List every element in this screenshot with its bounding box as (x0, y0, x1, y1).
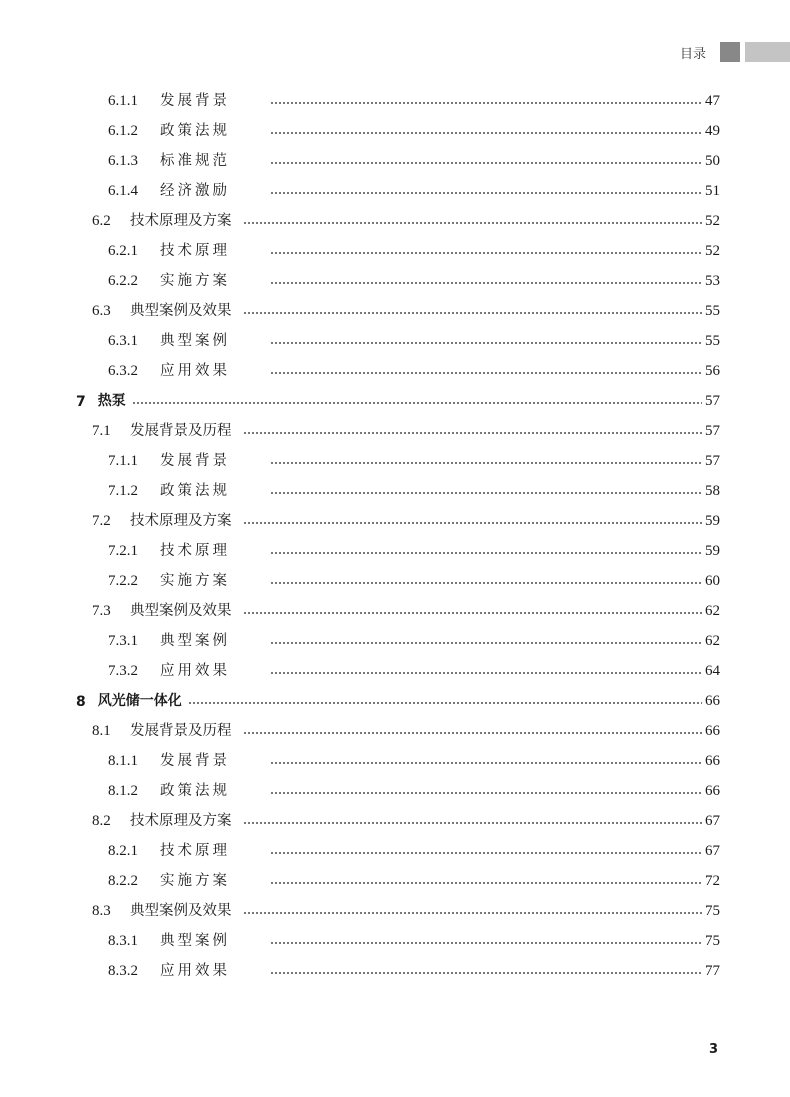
toc-subsection[interactable] (108, 178, 720, 200)
toc-page: 56 (705, 363, 720, 379)
toc-title: 发展背景 (160, 93, 230, 109)
toc-title: 风光储一体化 (97, 693, 182, 709)
toc-number: 7 (76, 394, 86, 410)
toc-number: 7.1.2 (108, 483, 138, 499)
page-number: 3 (709, 1042, 719, 1057)
toc-page: 55 (705, 333, 720, 349)
toc-number: 6.2.2 (108, 273, 138, 289)
toc-title: 应用效果 (160, 963, 230, 979)
toc-number: 7.3.2 (108, 663, 138, 679)
toc-title: 政策法规 (160, 783, 230, 799)
toc-subsection[interactable] (108, 628, 720, 650)
toc-title: 发展背景及历程 (130, 723, 232, 739)
toc-chapter[interactable] (76, 688, 720, 710)
toc-number: 6.1.4 (108, 183, 138, 199)
toc-title: 应用效果 (160, 663, 230, 679)
toc-number: 8.3.2 (108, 963, 138, 979)
toc-title: 技术原理 (160, 843, 230, 859)
dot-leader (270, 341, 702, 345)
toc-page: 62 (705, 603, 720, 619)
dot-leader (243, 521, 702, 525)
toc-title: 技术原理及方案 (130, 813, 232, 829)
toc-subsection[interactable] (108, 358, 720, 380)
dot-leader (188, 701, 702, 705)
toc-number: 8.2 (92, 813, 111, 829)
toc-page: 57 (705, 393, 720, 409)
dot-leader (270, 791, 702, 795)
toc-section[interactable] (92, 898, 720, 920)
dot-leader (243, 611, 702, 615)
toc-section[interactable] (92, 598, 720, 620)
dot-leader (270, 641, 702, 645)
toc-page: 47 (705, 93, 720, 109)
dot-leader (270, 851, 702, 855)
toc-number: 8.3.1 (108, 933, 138, 949)
dot-leader (270, 971, 702, 975)
toc-number: 7.1 (92, 423, 111, 439)
toc-subsection[interactable] (108, 448, 720, 470)
toc-page: 67 (705, 813, 720, 829)
toc-page: 67 (705, 843, 720, 859)
dot-leader (243, 821, 702, 825)
toc-title: 典型案例 (160, 633, 230, 649)
toc-title: 技术原理及方案 (130, 213, 232, 229)
toc-subsection[interactable] (108, 268, 720, 290)
toc-page: 72 (705, 873, 720, 889)
toc-subsection[interactable] (108, 328, 720, 350)
toc-subsection[interactable] (108, 238, 720, 260)
dot-leader (270, 761, 702, 765)
dot-leader (270, 581, 702, 585)
toc-title: 经济激励 (160, 183, 230, 199)
dot-leader (270, 551, 702, 555)
toc-title: 实施方案 (160, 273, 230, 289)
dot-leader (270, 491, 702, 495)
toc-number: 6.3.1 (108, 333, 138, 349)
toc-title: 典型案例 (160, 933, 230, 949)
toc-subsection[interactable] (108, 928, 720, 950)
toc-page: 53 (705, 273, 720, 289)
dot-leader (270, 941, 702, 945)
toc-page: 77 (705, 963, 720, 979)
toc-page: 59 (705, 543, 720, 559)
toc-title: 技术原理及方案 (130, 513, 232, 529)
running-header-title: 目录 (680, 47, 707, 62)
dot-leader (243, 431, 702, 435)
toc-page: 49 (705, 123, 720, 139)
toc-title: 典型案例及效果 (130, 903, 232, 919)
toc-page: 52 (705, 213, 720, 229)
header-light-block (745, 42, 790, 62)
toc-subsection[interactable] (108, 478, 720, 500)
dot-leader (243, 311, 702, 315)
dot-leader (270, 101, 702, 105)
toc-title: 实施方案 (160, 873, 230, 889)
toc-number: 6.2.1 (108, 243, 138, 259)
toc-section[interactable] (92, 298, 720, 320)
toc-subsection[interactable] (108, 538, 720, 560)
toc-section[interactable] (92, 418, 720, 440)
toc-number: 8.2.2 (108, 873, 138, 889)
dot-leader (270, 371, 702, 375)
toc-page: 75 (705, 903, 720, 919)
toc-page: 50 (705, 153, 720, 169)
toc-section[interactable] (92, 718, 720, 740)
toc-subsection[interactable] (108, 88, 720, 110)
toc-number: 8.2.1 (108, 843, 138, 859)
toc-subsection[interactable] (108, 118, 720, 140)
toc-title: 发展背景 (160, 753, 230, 769)
toc-number: 7.1.1 (108, 453, 138, 469)
toc-title: 典型案例 (160, 333, 230, 349)
toc-number: 7.2 (92, 513, 111, 529)
toc-section[interactable] (92, 208, 720, 230)
toc-title: 技术原理 (160, 543, 230, 559)
toc-page: 66 (705, 693, 720, 709)
header-dark-block (720, 42, 740, 62)
toc-number: 8.1 (92, 723, 111, 739)
dot-leader (270, 671, 702, 675)
toc-page: 52 (705, 243, 720, 259)
toc-title: 政策法规 (160, 123, 230, 139)
toc-title: 实施方案 (160, 573, 230, 589)
toc-number: 8.1.1 (108, 753, 138, 769)
toc-page: 64 (705, 663, 720, 679)
toc-number: 6.3 (92, 303, 111, 319)
toc-number: 7.3.1 (108, 633, 138, 649)
toc-number: 8.1.2 (108, 783, 138, 799)
toc-number: 8.3 (92, 903, 111, 919)
toc-page: 66 (705, 783, 720, 799)
toc-title: 应用效果 (160, 363, 230, 379)
toc-subsection[interactable] (108, 658, 720, 680)
dot-leader (270, 161, 702, 165)
toc-subsection[interactable] (108, 868, 720, 890)
toc-subsection[interactable] (108, 778, 720, 800)
toc-page: 66 (705, 723, 720, 739)
toc-chapter[interactable] (76, 388, 720, 410)
dot-leader (243, 731, 702, 735)
dot-leader (270, 131, 702, 135)
toc-subsection[interactable] (108, 148, 720, 170)
toc-subsection[interactable] (108, 568, 720, 590)
dot-leader (270, 251, 702, 255)
toc-title: 标准规范 (160, 153, 230, 169)
toc-number: 6.3.2 (108, 363, 138, 379)
dot-leader (270, 461, 702, 465)
toc-number: 7.2.1 (108, 543, 138, 559)
dot-leader (270, 881, 702, 885)
toc-number: 7.2.2 (108, 573, 138, 589)
toc-section[interactable] (92, 808, 720, 830)
toc-subsection[interactable] (108, 958, 720, 980)
toc-page: 59 (705, 513, 720, 529)
toc-page: 55 (705, 303, 720, 319)
toc-subsection[interactable] (108, 838, 720, 860)
dot-leader (270, 281, 702, 285)
toc-section[interactable] (92, 508, 720, 530)
toc-page: 60 (705, 573, 720, 589)
toc-title: 技术原理 (160, 243, 230, 259)
toc-number: 8 (76, 694, 86, 710)
toc-subsection[interactable] (108, 748, 720, 770)
toc-title: 发展背景及历程 (130, 423, 232, 439)
toc-number: 6.1.1 (108, 93, 138, 109)
toc-page: 58 (705, 483, 720, 499)
dot-leader (270, 191, 702, 195)
toc-page: 51 (705, 183, 720, 199)
toc-page: 62 (705, 633, 720, 649)
dot-leader (243, 221, 702, 225)
toc-number: 6.1.3 (108, 153, 138, 169)
toc-number: 6.2 (92, 213, 111, 229)
toc-page: 66 (705, 753, 720, 769)
toc-page: 57 (705, 423, 720, 439)
toc-number: 7.3 (92, 603, 111, 619)
dot-leader (243, 911, 702, 915)
toc-title: 典型案例及效果 (130, 603, 232, 619)
toc-title: 典型案例及效果 (130, 303, 232, 319)
toc-title: 政策法规 (160, 483, 230, 499)
toc-page: 75 (705, 933, 720, 949)
toc-title: 发展背景 (160, 453, 230, 469)
toc-number: 6.1.2 (108, 123, 138, 139)
toc-title: 热泵 (97, 393, 126, 409)
dot-leader (132, 401, 702, 405)
toc-page: 57 (705, 453, 720, 469)
